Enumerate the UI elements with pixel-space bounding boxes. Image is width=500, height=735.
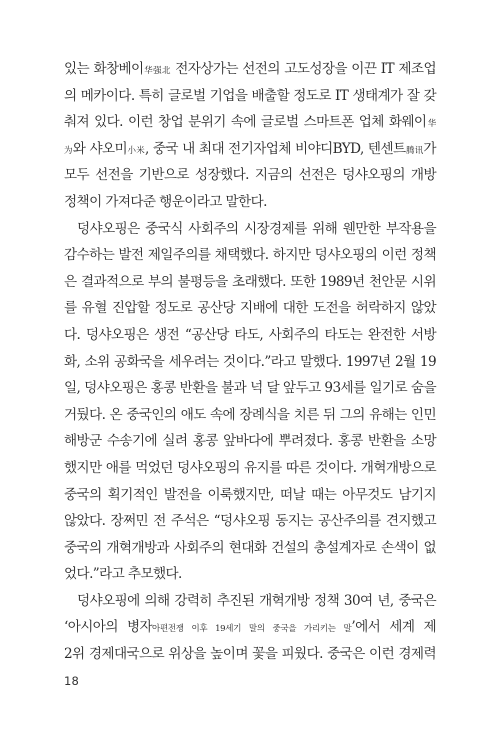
text-line	[64, 455, 436, 482]
text-run: 모두 선전을 기반으로 성장했다. 지금의 선전은 덩샤오핑의 개방	[64, 167, 436, 184]
text-run: 덩샤오핑에 의해 강력히 추진된 개혁개방 정책 30여 년, 중국은	[77, 592, 436, 609]
text-line	[64, 83, 436, 110]
text-run: 감수하는 발전 제일주의를 채택했다. 하지만 덩샤오핑의 이런 정책	[64, 247, 436, 264]
text-run: 었다.”라고 추모했다.	[64, 566, 182, 583]
text-run: 중국의 개혁개방과 사회주의 현대화 건설의 총설계자로 손색이 없	[64, 539, 436, 556]
text-run: 가	[423, 140, 436, 157]
text-line	[64, 189, 436, 216]
text-run: 2위 경제대국으로 위상을 높이며 꽃을 피웠다. 중국은 이런 경제력	[64, 646, 436, 663]
text-run: 거뒀다. 온 중국인의 애도 속에 장례식을 치른 뒤 그의 유해는 인민	[64, 406, 436, 423]
paragraph	[64, 56, 436, 216]
text-run: 중국의 획기적인 발전을 이룩했지만, 떠날 때는 아무것도 남기지	[64, 486, 436, 503]
annotation-text: 아편전쟁 이후 19세기 말의 중국을 가리키는 말	[152, 624, 352, 635]
annotation-text: 腾讯	[405, 145, 424, 156]
text-run: 해방군 수송기에 실려 홍콩 앞바다에 뿌려졌다. 홍콩 반환을 소망	[64, 433, 436, 450]
text-line	[64, 561, 436, 588]
text-line	[64, 136, 436, 163]
text-run: 은 결과적으로 부의 불평등을 초래했다. 또한 1989년 천안문 시위	[64, 273, 436, 290]
text-line	[64, 162, 436, 189]
text-line	[64, 322, 436, 349]
text-line	[64, 56, 436, 83]
text-line	[64, 216, 436, 243]
text-run: 다. 덩샤오핑은 생전 “공산당 타도, 사회주의 타도는 완전한 서방	[64, 326, 436, 343]
text-line	[64, 269, 436, 296]
text-run: 덩샤오핑은 중국식 사회주의 시장경제를 위해 웬만한 부작용을	[77, 220, 436, 237]
text-line	[64, 588, 436, 615]
text-line	[64, 349, 436, 376]
paragraph	[64, 216, 436, 588]
text-run: , 중국 내 최대 전기자업체 비야디BYD, 텐센트	[144, 140, 406, 157]
annotation-text: 为	[64, 145, 73, 156]
text-line	[64, 109, 436, 136]
text-run: 를 유혈 진압할 정도로 공산당 지배에 대한 도전을 허락하지 않았	[64, 300, 436, 317]
text-line	[64, 614, 436, 641]
text-line	[64, 242, 436, 269]
annotation-text: 小米	[127, 145, 145, 156]
paragraph	[64, 588, 436, 668]
text-line	[64, 428, 436, 455]
text-line	[64, 375, 436, 402]
text-line	[64, 482, 436, 509]
text-line	[64, 535, 436, 562]
body-text	[64, 56, 436, 668]
text-run: 않았다. 장쩌민 전 주석은 “덩샤오핑 동지는 공산주의를 견지했고	[64, 513, 436, 530]
text-line	[64, 508, 436, 535]
annotation-text: 华	[426, 119, 436, 130]
text-run: 화, 소위 공화국을 세우려는 것이다.”라고 말했다. 1997년 2월 19	[64, 353, 436, 370]
text-run: ’에서 세계 제	[351, 619, 437, 636]
text-line	[64, 641, 436, 668]
text-run: 했지만 애를 먹었던 덩샤오핑의 유지를 따른 것이다. 개혁개방으로	[64, 459, 436, 476]
page-number: 18	[64, 674, 80, 688]
text-run: 와 샤오미	[72, 140, 128, 157]
text-run: 춰져 있다. 이런 창업 분위기 속에 글로벌 스마트폰 업체 화웨이	[64, 114, 427, 131]
text-run: 일, 덩샤오핑은 홍콩 반환을 불과 넉 달 앞두고 93세를 일기로 숨을	[64, 380, 436, 397]
text-run: ‘아시아의 병자	[64, 619, 153, 636]
text-run: 있는 화창베이	[64, 61, 144, 77]
annotation-text: 华强北	[143, 66, 171, 76]
text-run: 전자상가는 선전의 고도성장을 이끈 IT 제조업	[170, 61, 436, 77]
text-line	[64, 402, 436, 429]
text-line	[64, 295, 436, 322]
text-run: 정책이 가져다준 행운이라고 말한다.	[64, 193, 267, 210]
text-run: 의 메카이다. 특히 글로벌 기업을 배출할 정도로 IT 생태계가 잘 갖	[64, 87, 436, 104]
